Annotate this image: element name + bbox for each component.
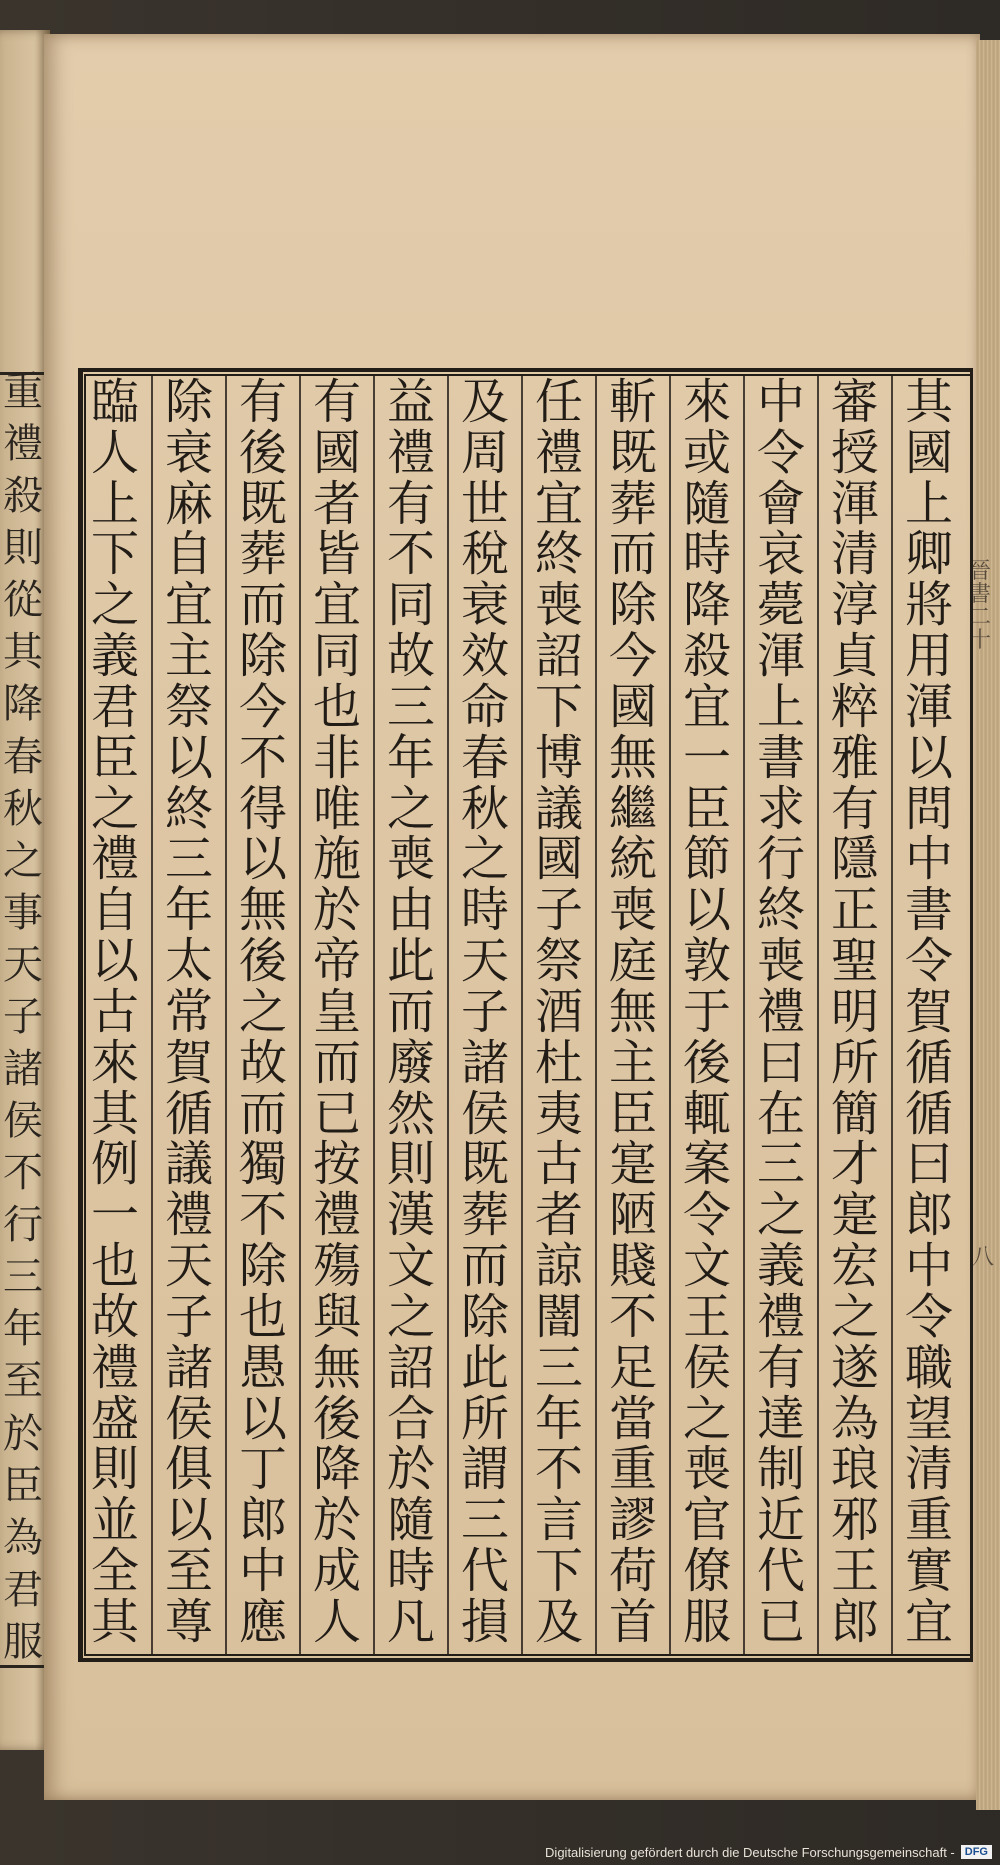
text-column: 益 禮 有 不 同 故 三 年 之 喪 由 此 而 廢 然 則 漢 文 之 詔 合 於 隨 時 凡 bbox=[386, 374, 435, 1650]
text-column: 斬 既 葬 而 除 今 國 無 繼 統 喪 庭 無 主 臣 寔 陋 賤 不 足 當 重 謬 荷 首 bbox=[608, 374, 657, 1650]
column-rule bbox=[521, 376, 523, 1654]
dfg-logo: DFG bbox=[961, 1845, 992, 1859]
column-rule bbox=[817, 376, 819, 1654]
column-rule bbox=[595, 376, 597, 1654]
text-column: 中 令 會 哀 薨 渾 上 書 求 行 終 喪 禮 曰 在 三 之 義 禮 有 達 制 近 代 已 bbox=[756, 374, 805, 1650]
text-column: 審 授 渾 清 淳 貞 粹 雅 有 隱 正 聖 明 所 簡 才 寔 宏 之 遂 為 琅 邪 王 郎 bbox=[830, 374, 879, 1650]
text-column: 臨 人 上 下 之 義 君 臣 之 禮 自 以 古 來 其 例 一 也 故 禮 盛 則 並 全 其 bbox=[90, 374, 139, 1650]
column-rule bbox=[225, 376, 227, 1654]
column-rule bbox=[151, 376, 153, 1654]
text-column: 及 周 世 稅 衰 效 命 春 秋 之 時 天 子 諸 侯 既 葬 而 除 此 所 謂 三 代 損 bbox=[460, 374, 509, 1650]
text-column: 來 或 隨 時 降 殺 宜 一 臣 節 以 敦 于 後 輒 案 令 文 王 侯 之 喪 官 僚 服 bbox=[682, 374, 731, 1650]
column-rule bbox=[669, 376, 671, 1654]
left-page-text-column: 重 禮 殺 則 從 其 降 春 秋 之 事 天 子 諸 侯 不 行 三 年 至 於 臣 為 君 服 bbox=[3, 369, 43, 1665]
credit-text: Digitalisierung gefördert durch die Deutsche Forschungsgemeinschaft - bbox=[545, 1844, 955, 1860]
column-rule bbox=[373, 376, 375, 1654]
column-rule bbox=[299, 376, 301, 1654]
text-column: 任 禮 宜 終 喪 詔 下 博 議 國 子 祭 酒 杜 夷 古 者 諒 闇 三 年 不 言 下 及 bbox=[534, 374, 583, 1650]
left-page-frame-bottom bbox=[0, 1665, 47, 1668]
text-column: 有 國 者 皆 宜 同 也 非 唯 施 於 帝 皇 而 已 按 禮 殤 與 無 後 降 於 成 人 bbox=[312, 374, 361, 1650]
text-column: 有 後 既 葬 而 除 今 不 得 以 無 後 之 故 而 獨 不 除 也 愚 以 丁 郎 中 應 bbox=[238, 374, 287, 1650]
fold-page-number: 八 bbox=[972, 1245, 995, 1270]
printed-text-block bbox=[78, 368, 972, 1662]
fold-title: 晉 書 二 十 bbox=[968, 559, 991, 654]
column-rule bbox=[891, 376, 893, 1654]
column-rule bbox=[447, 376, 449, 1654]
text-column: 其 國 上 卿 將 用 渾 以 問 中 書 令 賀 循 循 曰 郎 中 令 職 望 清 重 實 宜 bbox=[904, 374, 953, 1650]
digitization-credit bbox=[545, 1843, 992, 1861]
column-rule bbox=[743, 376, 745, 1654]
text-column: 除 衰 麻 自 宜 主 祭 以 終 三 年 太 常 賀 循 議 禮 天 子 諸 侯 俱 以 至 尊 bbox=[164, 374, 213, 1650]
